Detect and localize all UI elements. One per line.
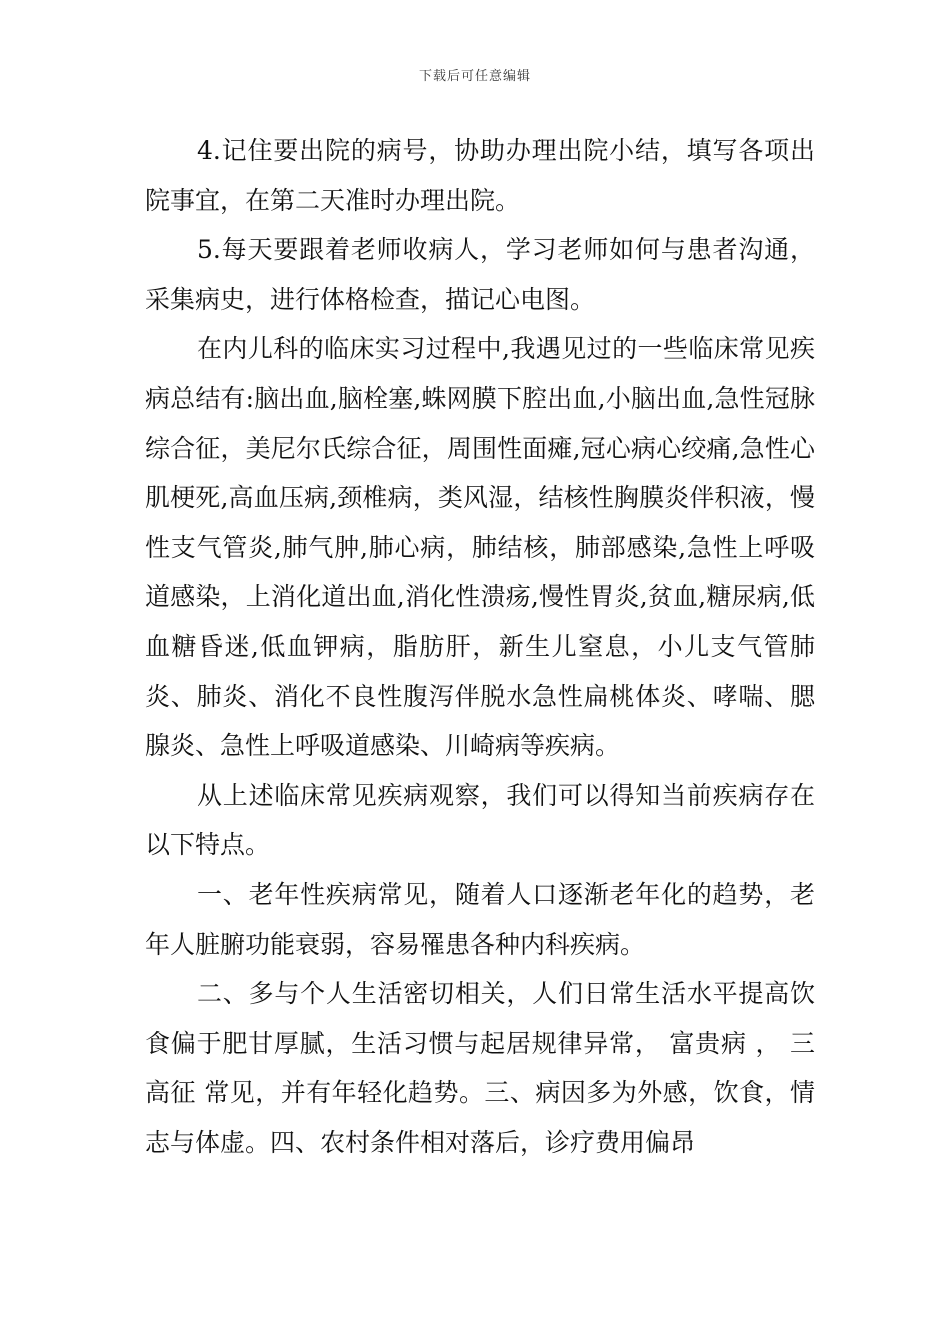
paragraph-point-two: 二、多与个人生活密切相关，人们日常生活水平提高饮食偏于肥甘厚腻，生活习惯与起居规律异常， 富贵病 ， 三高征 常见，并有年轻化趋势。三、病因多为外感，饮食，情志与体虚。四、农村条件相对落后，诊疗费用偏昂: [145, 979, 815, 1157]
paragraph-observation: 从上述临床常见疾病观察，我们可以得知当前疾病存在以下特点。: [145, 780, 815, 860]
page-header-note: 下载后可任意编辑: [418, 69, 531, 84]
document-body: [145, 126, 815, 1167]
paragraph-common-diseases: 在内儿科的临床实习过程中,我遇见过的一些临床常见疾病总结有:脑出血,脑栓塞,蛛网膜下腔出血,小脑出血,急性冠脉综合征，美尼尔氏综合征，周围性面瘫,冠心病心绞痛,急性心肌梗死,高血压病,颈椎病，类风湿，结核性胸膜炎伴积液，慢性支气管炎,肺气肿,肺心病，肺结核，肺部感染,急性上呼吸道感染，上消化道出血,消化性溃疡,慢性胃炎,贫血,糖尿病,低血糖昏迷,低血钾病，脂肪肝，新生儿窒息，小儿支气管肺炎、肺炎、消化不良性腹泻伴脱水急性扁桃体炎、哮喘、腮腺炎、急性上呼吸道感染、川崎病等疾病。: [145, 334, 815, 761]
paragraph-admission: 5.每天要跟着老师收病人，学习老师如何与患者沟通，采集病史，进行体格检查，描记心电图。: [145, 235, 815, 314]
paragraph-point-one: 一、老年性疾病常见，随着人口逐渐老年化的趋势，老年人脏腑功能衰弱，容易罹患各种内科疾病。: [145, 879, 815, 959]
paragraph-discharge: 4.记住要出院的病号，协助办理出院小结，填写各项出院事宜，在第二天准时办理出院。: [145, 136, 815, 215]
